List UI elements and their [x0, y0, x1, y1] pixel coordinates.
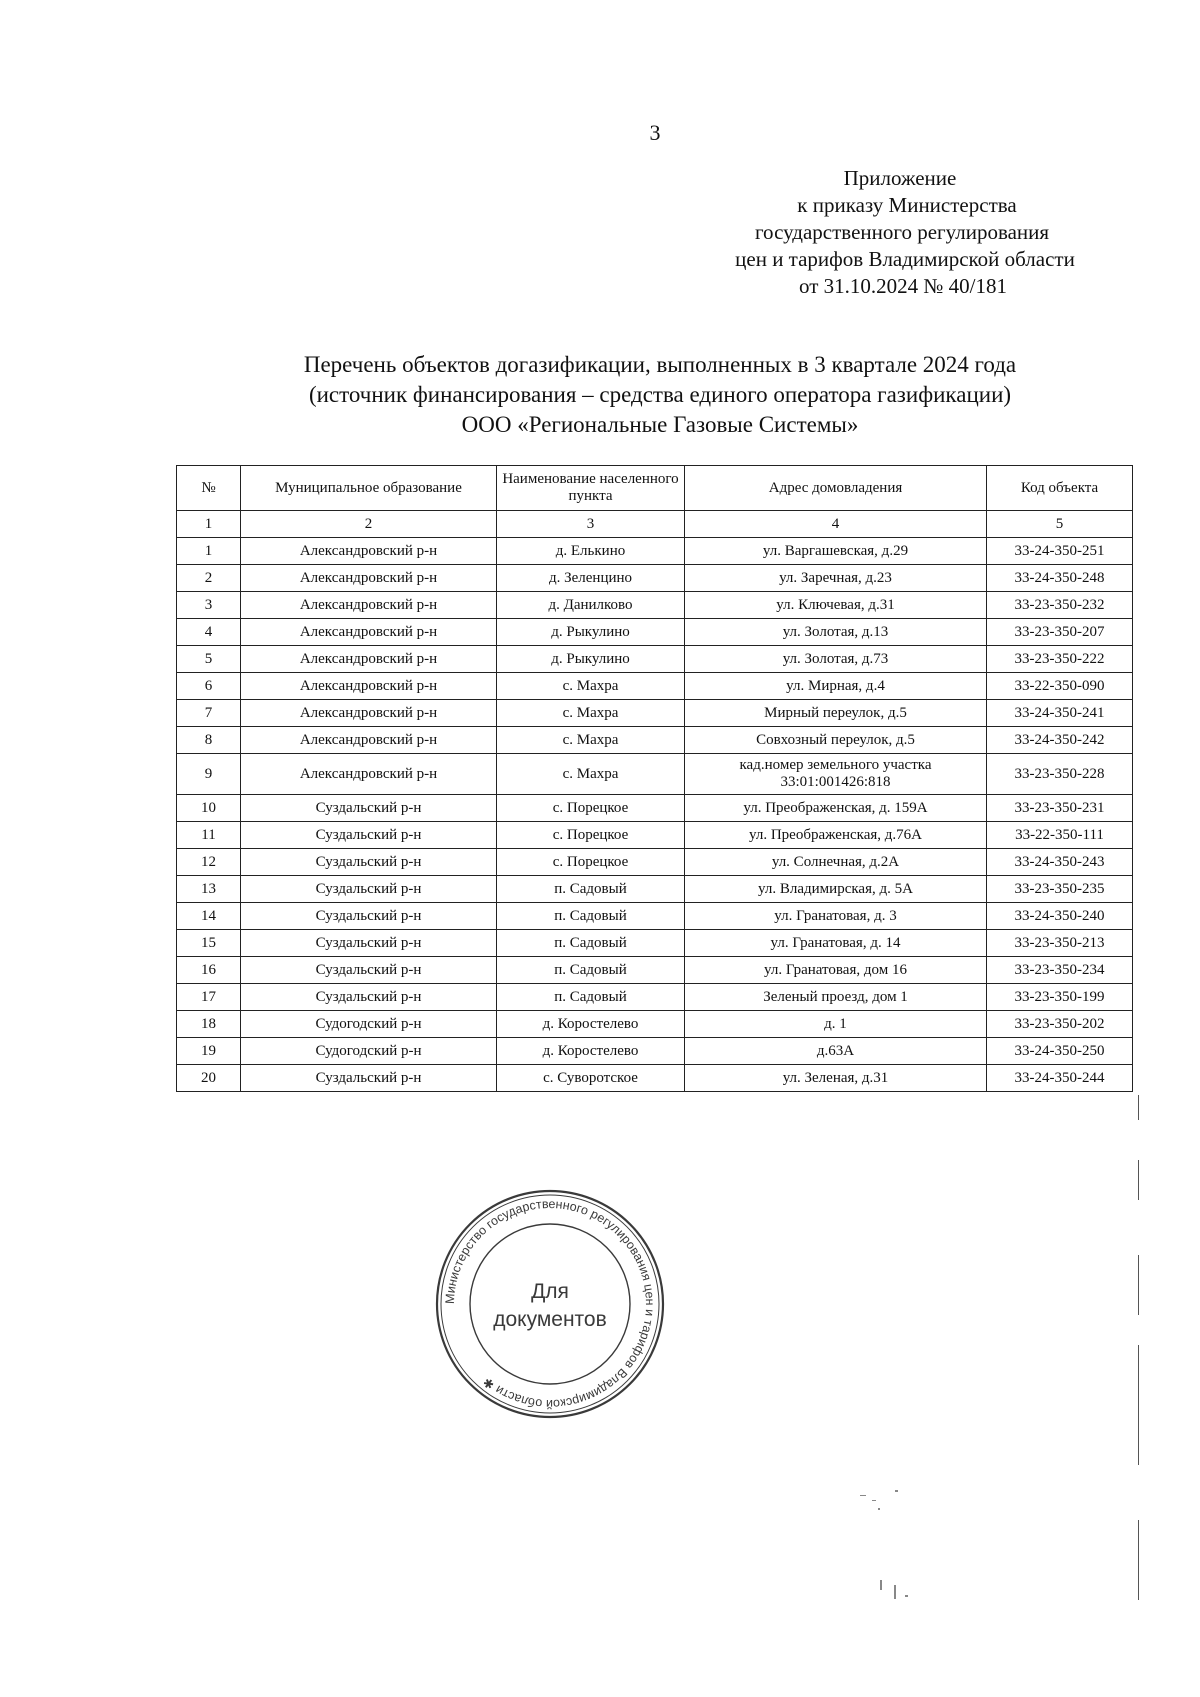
title-line: Перечень объектов догазификации, выполненных в 3 квартале 2024 года: [303, 352, 1017, 377]
municipality-cell: Суздальский р-н: [241, 876, 497, 903]
table-row: [177, 565, 1133, 592]
settlement-cell: д. Рыкулино: [497, 619, 685, 646]
appendix-header: [650, 165, 1150, 300]
row-number: 4: [177, 619, 241, 646]
scan-speck: [860, 1495, 866, 1496]
settlement-cell: п. Садовый: [497, 876, 685, 903]
object-code-cell: 33-23-350-199: [987, 984, 1133, 1011]
address-cell: ул. Заречная, д.23: [685, 565, 987, 592]
stamp-outer-ring-inner: [441, 1195, 659, 1413]
appendix-line: от 31.10.2024 № 40/181: [798, 274, 1008, 298]
table-row: [177, 646, 1133, 673]
header-address: Адрес домовладения: [685, 466, 987, 511]
municipality-cell: Александровский р-н: [241, 646, 497, 673]
address-cell: ул. Зеленая, д.31: [685, 1065, 987, 1092]
row-number: 5: [177, 646, 241, 673]
settlement-cell: с. Порецкое: [497, 795, 685, 822]
address-cell: кад.номер земельного участка 33:01:001426:818: [685, 754, 987, 795]
address-cell: ул. Гранатовая, дом 16: [685, 957, 987, 984]
row-number: 9: [177, 754, 241, 795]
address-cell: ул. Гранатовая, д. 14: [685, 930, 987, 957]
address-cell: Зеленый проезд, дом 1: [685, 984, 987, 1011]
municipality-cell: Александровский р-н: [241, 565, 497, 592]
object-code-cell: 33-22-350-111: [987, 822, 1133, 849]
table-row: [177, 822, 1133, 849]
address-cell: Мирный переулок, д.5: [685, 700, 987, 727]
stamp-ring-text: Министерство государственного регулирования цен и тарифов Владимирской области ✱: [442, 1196, 658, 1412]
row-number: 15: [177, 930, 241, 957]
row-number: 17: [177, 984, 241, 1011]
scan-edge-line: [1138, 1255, 1139, 1315]
municipality-cell: Судогодский р-н: [241, 1011, 497, 1038]
address-cell: ул. Владимирская, д. 5А: [685, 876, 987, 903]
object-code-cell: 33-23-350-202: [987, 1011, 1133, 1038]
row-number: 12: [177, 849, 241, 876]
settlement-cell: с. Порецкое: [497, 822, 685, 849]
settlement-cell: д. Коростелево: [497, 1011, 685, 1038]
municipality-cell: Александровский р-н: [241, 619, 497, 646]
settlement-cell: с. Порецкое: [497, 849, 685, 876]
table-row: [177, 1038, 1133, 1065]
object-code-cell: 33-24-350-242: [987, 727, 1133, 754]
objects-table: [176, 465, 1132, 1092]
page-number: 3: [649, 120, 661, 145]
scan-edge-line: [1138, 1095, 1139, 1120]
scan-speck: [872, 1500, 876, 1501]
municipality-cell: Александровский р-н: [241, 592, 497, 619]
object-code-cell: 33-23-350-213: [987, 930, 1133, 957]
municipality-cell: Александровский р-н: [241, 700, 497, 727]
object-code-cell: 33-23-350-228: [987, 754, 1133, 795]
table-row: [177, 957, 1133, 984]
row-number: 20: [177, 1065, 241, 1092]
scan-speck: [895, 1490, 898, 1492]
municipality-cell: Суздальский р-н: [241, 795, 497, 822]
document-title: [180, 350, 1140, 440]
table-row: [177, 984, 1133, 1011]
object-code-cell: 33-24-350-243: [987, 849, 1133, 876]
settlement-cell: с. Суворотское: [497, 1065, 685, 1092]
object-code-cell: 33-23-350-222: [987, 646, 1133, 673]
settlement-cell: п. Садовый: [497, 957, 685, 984]
municipality-cell: Суздальский р-н: [241, 930, 497, 957]
address-cell: ул. Золотая, д.73: [685, 646, 987, 673]
official-stamp: [434, 1188, 666, 1420]
settlement-cell: п. Садовый: [497, 903, 685, 930]
table-row: [177, 849, 1133, 876]
object-code-cell: 33-23-350-234: [987, 957, 1133, 984]
row-number: 14: [177, 903, 241, 930]
object-code-cell: 33-23-350-235: [987, 876, 1133, 903]
table-row: [177, 1065, 1133, 1092]
object-code-cell: 33-24-350-250: [987, 1038, 1133, 1065]
title-line: (источник финансирования – средства единого оператора газификации): [308, 382, 1012, 407]
column-index: 1: [177, 511, 241, 538]
address-cell: ул. Ключевая, д.31: [685, 592, 987, 619]
row-number: 2: [177, 565, 241, 592]
object-code-cell: 33-24-350-251: [987, 538, 1133, 565]
municipality-cell: Судогодский р-н: [241, 1038, 497, 1065]
row-number: 6: [177, 673, 241, 700]
scan-speck: [905, 1595, 908, 1597]
table-row: [177, 673, 1133, 700]
table-row: [177, 619, 1133, 646]
header-municipality: Муниципальное образование: [241, 466, 497, 511]
row-number: 7: [177, 700, 241, 727]
object-code-cell: 33-24-350-248: [987, 565, 1133, 592]
header-number: №: [177, 466, 241, 511]
address-cell: ул. Мирная, д.4: [685, 673, 987, 700]
stamp-inner-ring: [470, 1224, 630, 1384]
settlement-cell: д. Зеленцино: [497, 565, 685, 592]
title-line: ООО «Региональные Газовые Системы»: [461, 412, 859, 437]
appendix-line: государственного регулирования: [754, 220, 1050, 244]
settlement-cell: д. Коростелево: [497, 1038, 685, 1065]
address-cell: ул. Варгашевская, д.29: [685, 538, 987, 565]
object-code-cell: 33-23-350-232: [987, 592, 1133, 619]
settlement-cell: с. Махра: [497, 700, 685, 727]
scan-speck: [894, 1585, 896, 1599]
row-number: 1: [177, 538, 241, 565]
row-number: 3: [177, 592, 241, 619]
row-number: 13: [177, 876, 241, 903]
table-row: [177, 754, 1133, 795]
column-index: 5: [987, 511, 1133, 538]
table-row: [177, 930, 1133, 957]
municipality-cell: Александровский р-н: [241, 538, 497, 565]
object-code-cell: 33-24-350-244: [987, 1065, 1133, 1092]
header-object-code: Код объекта: [987, 466, 1133, 511]
scan-edge-line: [1138, 1520, 1139, 1600]
municipality-cell: Суздальский р-н: [241, 1065, 497, 1092]
table-row: [177, 727, 1133, 754]
table-row: [177, 700, 1133, 727]
scan-edge-line: [1138, 1160, 1139, 1200]
address-cell: ул. Гранатовая, д. 3: [685, 903, 987, 930]
column-index: 4: [685, 511, 987, 538]
stamp-outer-ring: [437, 1191, 663, 1417]
row-number: 19: [177, 1038, 241, 1065]
table-row: [177, 795, 1133, 822]
table-row: [177, 903, 1133, 930]
row-number: 18: [177, 1011, 241, 1038]
appendix-line: цен и тарифов Владимирской области: [735, 247, 1075, 271]
column-index: 2: [241, 511, 497, 538]
row-number: 11: [177, 822, 241, 849]
stamp-center-line: документов: [493, 1308, 607, 1331]
address-cell: Совхозный переулок, д.5: [685, 727, 987, 754]
table-row: [177, 1011, 1133, 1038]
table-row: [177, 538, 1133, 565]
object-code-cell: 33-23-350-231: [987, 795, 1133, 822]
address-cell: ул. Преображенская, д.76А: [685, 822, 987, 849]
header-settlement: Наименование населенного пункта: [497, 466, 685, 511]
municipality-cell: Суздальский р-н: [241, 984, 497, 1011]
municipality-cell: Суздальский р-н: [241, 849, 497, 876]
table-row: [177, 592, 1133, 619]
settlement-cell: д. Елькино: [497, 538, 685, 565]
row-number: 10: [177, 795, 241, 822]
scan-speck: [880, 1580, 882, 1590]
municipality-cell: Суздальский р-н: [241, 903, 497, 930]
address-cell: ул. Преображенская, д. 159А: [685, 795, 987, 822]
address-cell: ул. Солнечная, д.2А: [685, 849, 987, 876]
stamp-center-line: Для: [531, 1280, 569, 1303]
column-index-row: [177, 511, 1133, 538]
settlement-cell: д. Рыкулино: [497, 646, 685, 673]
settlement-cell: с. Махра: [497, 754, 685, 795]
appendix-line: к приказу Министерства: [797, 193, 1017, 217]
scan-speck: [878, 1508, 880, 1510]
settlement-cell: п. Садовый: [497, 930, 685, 957]
municipality-cell: Суздальский р-н: [241, 957, 497, 984]
address-cell: д.63А: [685, 1038, 987, 1065]
object-code-cell: 33-23-350-207: [987, 619, 1133, 646]
table-header-row: [177, 466, 1133, 511]
appendix-line: Приложение: [843, 166, 957, 190]
address-cell: д. 1: [685, 1011, 987, 1038]
municipality-cell: Суздальский р-н: [241, 822, 497, 849]
municipality-cell: Александровский р-н: [241, 673, 497, 700]
settlement-cell: с. Махра: [497, 673, 685, 700]
column-index: 3: [497, 511, 685, 538]
row-number: 16: [177, 957, 241, 984]
municipality-cell: Александровский р-н: [241, 727, 497, 754]
object-code-cell: 33-22-350-090: [987, 673, 1133, 700]
municipality-cell: Александровский р-н: [241, 754, 497, 795]
object-code-cell: 33-24-350-241: [987, 700, 1133, 727]
settlement-cell: п. Садовый: [497, 984, 685, 1011]
scan-edge-line: [1138, 1345, 1139, 1465]
table-row: [177, 876, 1133, 903]
settlement-cell: с. Махра: [497, 727, 685, 754]
row-number: 8: [177, 727, 241, 754]
settlement-cell: д. Данилково: [497, 592, 685, 619]
object-code-cell: 33-24-350-240: [987, 903, 1133, 930]
address-cell: ул. Золотая, д.13: [685, 619, 987, 646]
